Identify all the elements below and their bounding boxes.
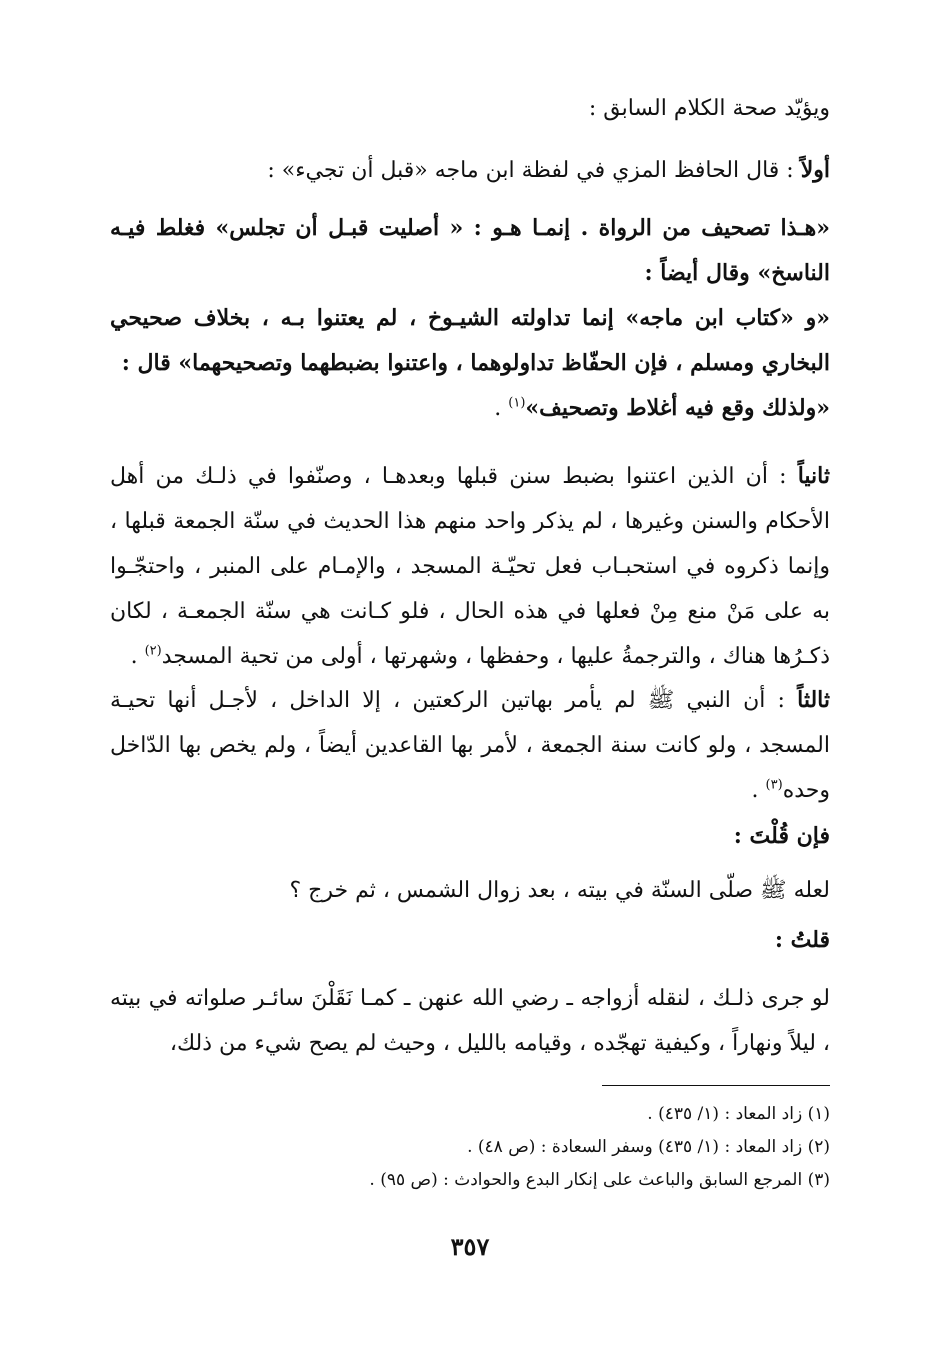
objection-text: لعله ﷺ صلّى السنّة في بيته ، بعد زوال الشمس ، ثم خرج ؟ (289, 878, 830, 903)
quotation-mizzi-2: «و «كتاب ابن ماجه» إنما تداولته الشيـوخ ، لم يعتنوا بـه ، بخلاف صحيحي البخاري ومسلم ، فإن الحفّاظ تداولوهما ، واعتنوا بضبطهما وتصحيحهما» قال : (110, 305, 830, 376)
point-label: ثانياً (797, 463, 830, 489)
reply-heading: قلتُ : (774, 927, 830, 953)
paragraph-third-point: ثالثاً : أن النبي ﷺ لم يأمر بهاتين الركعتين ، إلا الداخل ، لأجـل أنها تحيـة المسجد ، ولو كانت سنة الجمعة ، لأمر بها القاعدين أيضاً ، ولم يخص بها الدّاخل وحده$^{(٣)}$ . (110, 687, 830, 803)
quotation-mizzi-3: «ولذلك وقع فيه أغلاط وتصحيف»$^{(١)}$ . (494, 395, 830, 421)
reply-text: لو جرى ذلـك ، لنقله أزواجه ـ رضي الله عنهن ـ كمـا نَقَلْنَ سائـر صلواته في بيته ، ليلاً ونهاراً ، وكيفية تهجّده ، وقيامه بالليل ، وحيث لم يصح شيء من ذلك، (110, 986, 830, 1056)
footnote-3: (٣) المرجع السابق والباعث على إنكار البدع والحوادث : (ص ٩٥) . (369, 1170, 830, 1190)
footnote-ref: (٢) (144, 643, 162, 659)
footnote-1: (١) زاد المعاد : (١/ ٤٣٥) . (647, 1104, 830, 1124)
footnotes (110, 1098, 830, 1197)
footnote-ref: (١) (508, 395, 526, 411)
objection-heading: فإن قُلْتَ : (733, 823, 830, 849)
point-label: أولاً (800, 157, 830, 183)
paragraph-first-point: أولاً : قال الحافظ المزي في لفظة ابن ماجه «قبل أن تجيء» : (267, 157, 830, 183)
footnote-divider (602, 1085, 830, 1086)
page-number: ٣٥٧ (450, 1232, 490, 1261)
quotation-mizzi-1: «هـذا تصحيف من الرواة . إنمـا هـو : « أصليت قبـل أن تجلس» فغلط فيـه الناسخ» وقال أيضاً : (110, 215, 830, 286)
paragraph-second-point: ثانياً : أن الذين اعتنوا بضبط سنن قبلها وبعدهـا ، وصنّفوا في ذلـك من أهل الأحكام والسنن وغيرها ، لم يذكر واحد منهم هذا الحديث في سنّة الجمعة قبلها ، وإنما ذكروه في استحبـاب فعل تحيّـة المسجد ، والإمـام على المنبر ، واحتجّـوا به على مَنْ منع مِنْ فعلها في هذه الحال ، فلو كـانت هي سنّة الجمعـة ، لكان ذكـرُها هناك ، والترجمةُ عليها ، وحفظها ، وشهرتها ، أولى من تحية المسجد$^{(٢)}$ . (110, 463, 830, 669)
point-label: ثالثاً (797, 687, 830, 713)
paragraph-intro: ويؤيّد صحة الكلام السابق : (588, 96, 830, 121)
footnote-ref: (٣) (765, 777, 783, 793)
footnote-2: (٢) زاد المعاد : (١/ ٤٣٥) وسفر السعادة : (ص ٤٨) . (467, 1137, 830, 1157)
